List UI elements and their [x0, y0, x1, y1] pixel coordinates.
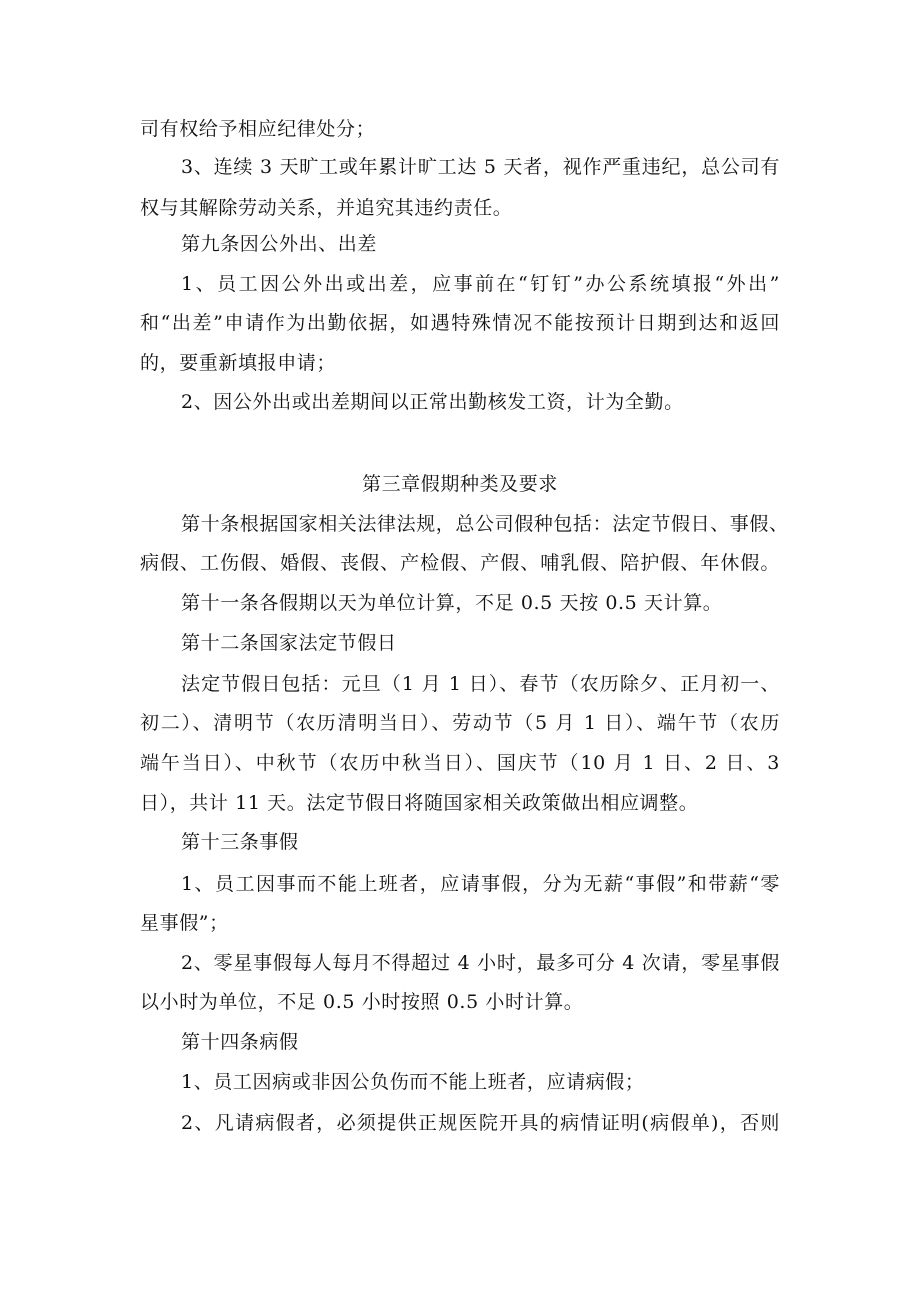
text-line: 和“出差”申请作为出勤依据，如遇特殊情况不能按预计日期到达和返回: [140, 312, 780, 334]
text-line: 的，要重新填报申请；: [140, 352, 337, 374]
section-heading: 第十三条事假: [181, 831, 299, 853]
text-line: 第十条根据国家相关法律法规，总公司假种包括：法定节假日、事假、: [181, 513, 789, 535]
text-line: 初二）、清明节（农历清明当日）、劳动节（5 月 1 日）、端午节（农历: [140, 712, 780, 734]
section-heading: 第十二条国家法定节假日: [181, 632, 397, 654]
text-line: 2、零星事假每人每月不得超过 4 小时，最多可分 4 次请，零星事假: [181, 952, 780, 974]
chapter-title: 第三章假期种类及要求: [361, 473, 558, 495]
text-line: 1、员工因病或非因公负伤而不能上班者，应请病假；: [181, 1071, 645, 1093]
text-line: 2、因公外出或出差期间以正常出勤核发工资，计为全勤。: [181, 391, 684, 413]
text-line: 3、连续 3 天旷工或年累计旷工达 5 天者，视作严重违纪，总公司有: [181, 156, 780, 178]
text-line: 病假、工伤假、婚假、丧假、产检假、产假、哺乳假、陪护假、年休假。: [140, 552, 780, 574]
text-line: 法定节假日包括：元旦（1 月 1 日）、春节（农历除夕、正月初一、: [181, 673, 780, 695]
text-line: 权与其解除劳动关系，并追究其违约责任。: [140, 197, 513, 219]
text-line: 以小时为单位，不足 0.5 小时按照 0.5 小时计算。: [140, 991, 584, 1013]
text-line: 司有权给予相应纪律处分；: [140, 118, 376, 140]
section-heading: 第十四条病假: [181, 1031, 299, 1053]
text-line: 1、员工因事而不能上班者，应请事假，分为无薪“事假”和带薪“零: [181, 873, 780, 895]
text-line: 星事假”；: [140, 912, 229, 934]
text-line: 日），共计 11 天。法定节假日将随国家相关政策做出相应调整。: [140, 792, 699, 814]
section-heading: 第九条因公外出、出差: [181, 233, 378, 255]
text-line: 第十一条各假期以天为单位计算，不足 0.5 天按 0.5 天计算。: [181, 592, 723, 614]
text-line: 端午当日）、中秋节（农历中秋当日）、国庆节（10 月 1 日、2 日、3: [140, 752, 780, 774]
text-line: 2、凡请病假者，必须提供正规医院开具的病情证明(病假单)，否则: [181, 1112, 780, 1134]
text-line: 1、员工因公外出或出差，应事前在“钉钉”办公系统填报“外出”: [181, 273, 780, 295]
